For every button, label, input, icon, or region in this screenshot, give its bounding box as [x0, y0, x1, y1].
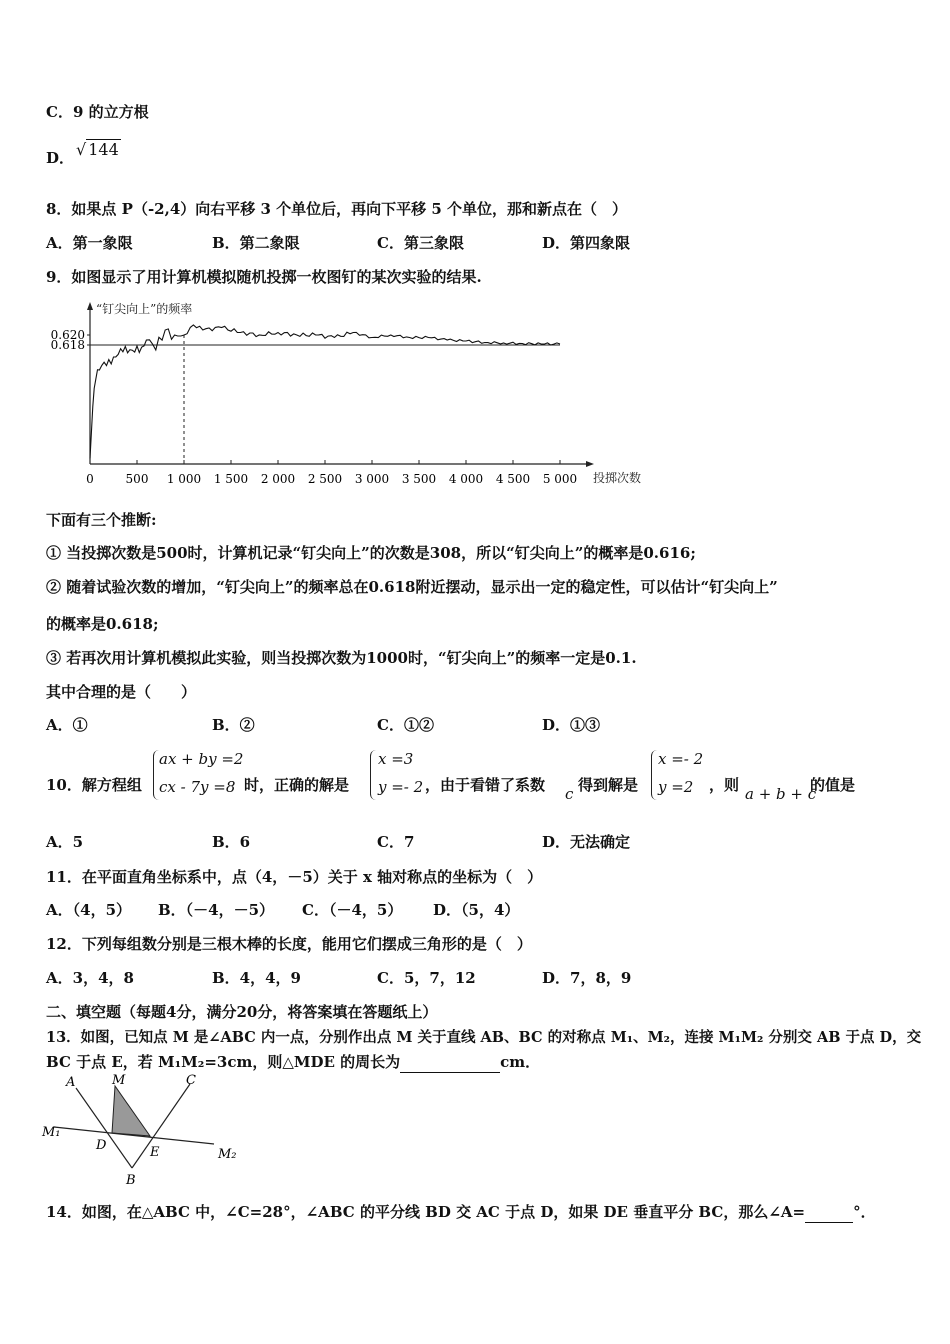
- system2-eq1: x =3: [378, 750, 414, 768]
- label-m: M: [112, 1073, 126, 1088]
- q12-option-b: B．4，4，9: [212, 969, 301, 987]
- q9-option-b: B．②: [212, 716, 255, 734]
- radicand: 144: [88, 140, 119, 159]
- q9-question: 其中合理的是（ ）: [46, 683, 197, 701]
- x-tick-label: 1 500: [213, 472, 249, 486]
- q7-option-c: C．9 的立方根: [46, 103, 149, 121]
- label-c: C: [186, 1073, 196, 1088]
- q10-mid1: 时，正确的解是: [244, 776, 350, 794]
- x-tick-label: 2 500: [307, 472, 343, 486]
- q14-line: [46, 1202, 876, 1223]
- q8-stem: 8．如果点 P（-2,4）向右平移 3 个单位后，再向下平移 5 个单位，那和新点在（ ）: [46, 200, 628, 218]
- q13-geometry-figure: [40, 1070, 250, 1188]
- q13-line2-post: cm．: [500, 1053, 541, 1071]
- q9-option-c: C．①②: [377, 716, 434, 734]
- x-tick-label: 4 000: [448, 472, 484, 486]
- q8-option-d: D．第四象限: [542, 234, 631, 252]
- q7-option-d-label: D．: [46, 149, 75, 167]
- answer-blank-13: [400, 1052, 500, 1073]
- q10-tail: 的值是: [810, 776, 856, 794]
- q14-pre: 14．如图，在△ABC 中，∠C=28°，∠ABC 的平分线 BD 交 AC 于点 D，如果 DE 垂直平分 BC，那么∠A=: [46, 1203, 806, 1221]
- q9-statement-2a: ② 随着试验次数的增加，“钉尖向上”的频率总在0.618附近摆动，显示出一定的稳定性，可以估计“钉尖向上”: [46, 578, 778, 596]
- chart-title: “钉尖向上”的频率: [96, 302, 193, 316]
- q9-stem: 9．如图显示了用计算机模拟随机投掷一枚图钉的某次实验的结果.: [46, 268, 482, 286]
- x-tick-label: 3 500: [401, 472, 437, 486]
- q10-label: 10．解方程组: [46, 776, 142, 794]
- q12-option-d: D．7，8，9: [542, 969, 632, 987]
- q10-option-d: D．无法确定: [542, 833, 631, 851]
- x-tick-label: 1 000: [166, 472, 202, 486]
- q9-statement-3: ③ 若再次用计算机模拟此实验，则当投掷次数为1000时，“钉尖向上”的频率一定是0.1.: [46, 649, 637, 667]
- q9-option-d: D．①③: [542, 716, 601, 734]
- system-brace-3: [651, 750, 658, 800]
- label-d: D: [96, 1138, 107, 1153]
- q10-mid3: 得到解是: [578, 776, 639, 794]
- label-m2: M₂: [218, 1147, 237, 1162]
- x-tick-label: 0: [86, 472, 94, 486]
- q11-option-b: B．（－4，－5）: [158, 901, 275, 919]
- q12-option-a: A．3，4，8: [46, 969, 134, 987]
- q7-option-d-radical: √ 144: [76, 140, 119, 159]
- system1-eq2: cx - 7y =8: [159, 778, 236, 796]
- q10-mid2: ，由于看错了系数: [425, 776, 546, 794]
- q10-option-c: C．7: [377, 833, 415, 851]
- y-tick-label: 0.618: [50, 338, 85, 352]
- system3-eq1: x =- 2: [658, 750, 704, 768]
- label-m1: M₁: [42, 1125, 61, 1140]
- q10-expression: a + b + c: [745, 785, 817, 803]
- q10-coefficient: c: [565, 785, 574, 803]
- q12-stem: 12．下列每组数分别是三根木棒的长度，能用它们摆成三角形的是（ ）: [46, 935, 532, 953]
- q9-intro: 下面有三个推断:: [46, 511, 157, 529]
- q8-option-b: B．第二象限: [212, 234, 300, 252]
- q11-option-a: A．（4，5）: [46, 901, 132, 919]
- label-e: E: [150, 1145, 160, 1160]
- x-tick-label: 3 000: [354, 472, 390, 486]
- q13-line1: 13．如图，已知点 M 是∠ABC 内一点，分别作出点 M 关于直线 AB、BC 的对称点 M₁、M₂，连接 M₁M₂ 分别交 AB 于点 D，交: [46, 1029, 922, 1046]
- chart-background: [44, 296, 660, 492]
- section-2-title: 二、填空题（每题4分，满分20分，将答案填在答题纸上）: [46, 1003, 438, 1021]
- q11-option-d: D．（5，4）: [433, 901, 520, 919]
- q11-option-c: C．（－4，5）: [302, 901, 403, 919]
- frequency-chart: [44, 296, 660, 492]
- y-tick-label: 0.620: [50, 328, 85, 342]
- x-tick-label: 2 000: [260, 472, 296, 486]
- x-tick-label: 4 500: [495, 472, 531, 486]
- y-tick-group: [51, 328, 90, 352]
- system-brace-2: [370, 750, 377, 800]
- triangle-mde: [112, 1086, 150, 1136]
- q9-statement-2b: 的概率是0.618;: [46, 615, 159, 633]
- x-tick-label: 5 000: [542, 472, 578, 486]
- answer-blank-14: [805, 1202, 853, 1223]
- q10-option-b: B．6: [212, 833, 251, 851]
- q11-stem: 11．在平面直角坐标系中，点（4，－5）关于 x 轴对称点的坐标为（ ）: [46, 868, 543, 886]
- q14-post: °．: [853, 1203, 876, 1221]
- q8-option-c: C．第三象限: [377, 234, 464, 252]
- chart-xlabel: 投掷次数: [593, 471, 642, 485]
- label-a: A: [66, 1075, 76, 1090]
- q12-option-c: C．5，7，12: [377, 969, 476, 987]
- q13-line2-pre: BC 于点 E，若 M₁M₂=3cm，则△MDE 的周长为: [46, 1053, 401, 1071]
- q8-option-a: A．第一象限: [46, 234, 133, 252]
- x-tick-label: 500: [125, 472, 149, 486]
- q9-option-a: A．①: [46, 716, 88, 734]
- q10-option-a: A．5: [46, 833, 84, 851]
- system1-eq1: ax + by =2: [159, 750, 244, 768]
- q10-mid4: ，则: [709, 776, 740, 794]
- q9-statement-1: ① 当投掷次数是500时，计算机记录“钉尖向上”的次数是308，所以“钉尖向上”的概率是0.616;: [46, 544, 696, 562]
- label-b: B: [126, 1173, 136, 1188]
- system2-eq2: y =- 2: [378, 778, 424, 796]
- system3-eq2: y =2: [658, 778, 694, 796]
